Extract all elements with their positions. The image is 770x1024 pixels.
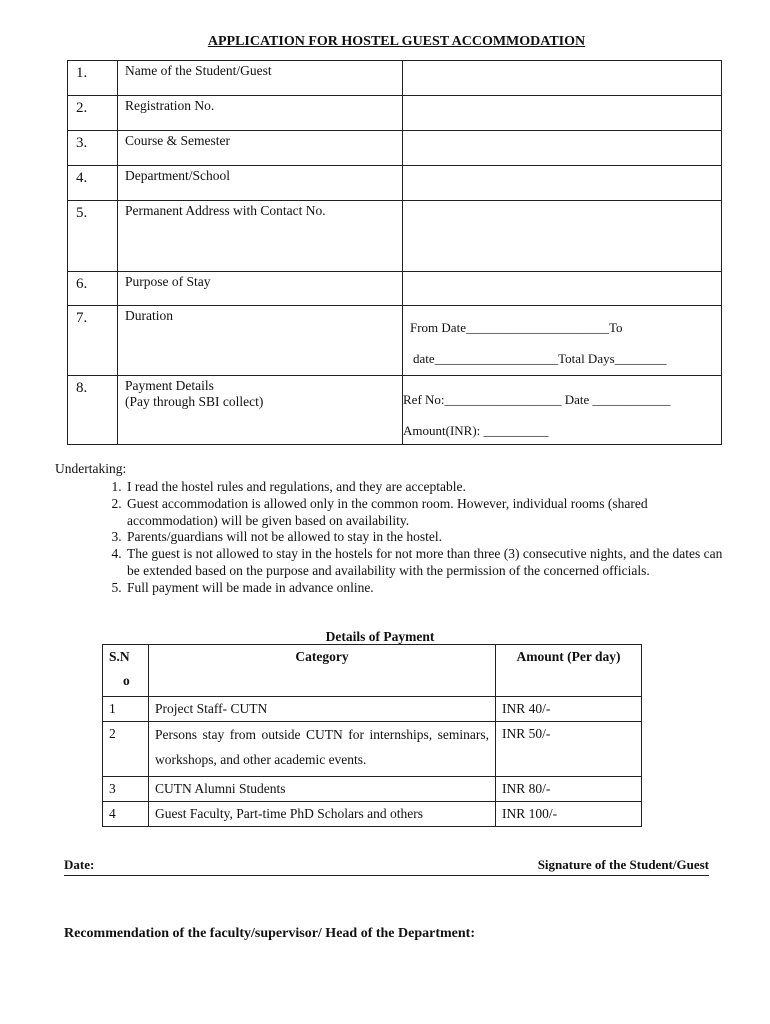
category-cell: Project Staff- CUTN xyxy=(149,697,496,722)
table-row xyxy=(103,722,642,777)
undertaking-item: 1. I read the hostel rules and regulations, and they are acceptable. xyxy=(125,479,725,496)
category-header: Category xyxy=(149,645,496,697)
payment-table-title: Details of Payment xyxy=(325,629,435,644)
payment-details-table xyxy=(102,644,642,827)
row-number: 2. xyxy=(68,96,118,131)
undertaking-heading: Undertaking: xyxy=(55,461,127,476)
field-label-name: Name of the Student/Guest xyxy=(118,61,403,96)
undertaking-list xyxy=(55,479,725,597)
field-label-course: Course & Semester xyxy=(118,131,403,166)
address-field[interactable] xyxy=(403,201,722,272)
purpose-field[interactable] xyxy=(403,272,722,306)
category-cell: Guest Faculty, Part-time PhD Scholars and others xyxy=(149,802,496,827)
row-number: 6. xyxy=(68,272,118,306)
undertaking-item: 3. Parents/guardians will not be allowed to stay in the hostel. xyxy=(125,529,725,546)
sno-cell: 3 xyxy=(103,777,149,802)
form-row-payment xyxy=(68,376,722,445)
signature-line xyxy=(64,857,709,876)
date-label: Date: xyxy=(64,857,95,872)
category-cell: CUTN Alumni Students xyxy=(149,777,496,802)
ref-no-line[interactable]: Ref No:__________________ Date ____________ xyxy=(403,392,671,407)
from-date-line[interactable]: From Date______________________To xyxy=(410,320,623,335)
field-label-purpose: Purpose of Stay xyxy=(118,272,403,306)
amount-cell: INR 50/- xyxy=(496,722,642,777)
amount-cell: INR 100/- xyxy=(496,802,642,827)
category-cell: Persons stay from outside CUTN for internships, seminars, workshops, and other academic events. xyxy=(149,722,496,777)
table-row xyxy=(103,697,642,722)
table-row xyxy=(103,777,642,802)
form-row-duration xyxy=(68,306,722,376)
row-number: 4. xyxy=(68,166,118,201)
amount-cell: INR 40/- xyxy=(496,697,642,722)
table-row xyxy=(103,802,642,827)
sno-cell: 1 xyxy=(103,697,149,722)
course-semester-field[interactable] xyxy=(403,131,722,166)
signature-label: Signature of the Student/Guest xyxy=(537,857,709,872)
row-number: 7. xyxy=(68,306,118,376)
form-row-name xyxy=(68,61,722,96)
sno-cell: 4 xyxy=(103,802,149,827)
row-number: 3. xyxy=(68,131,118,166)
form-row-course xyxy=(68,131,722,166)
form-row-purpose xyxy=(68,272,722,306)
sno-cell: 2 xyxy=(103,722,149,777)
amount-header: Amount (Per day) xyxy=(496,645,642,697)
payment-sublabel: (Pay through SBI collect) xyxy=(125,394,264,409)
sno-header-line2: o xyxy=(123,673,130,688)
form-row-department xyxy=(68,166,722,201)
amount-cell: INR 80/- xyxy=(496,777,642,802)
row-number: 5. xyxy=(68,201,118,272)
recommendation-heading: Recommendation of the faculty/supervisor/ Head of the Department: xyxy=(64,926,475,941)
department-field[interactable] xyxy=(403,166,722,201)
row-number: 1. xyxy=(68,61,118,96)
field-label-address: Permanent Address with Contact No. xyxy=(118,201,403,272)
name-field[interactable] xyxy=(403,61,722,96)
payment-table-header xyxy=(103,645,642,697)
field-label-registration: Registration No. xyxy=(118,96,403,131)
undertaking-item: 2. Guest accommodation is allowed only in the common room. However, individual rooms (shared accommodation) will be given based on availability. xyxy=(125,496,725,530)
sno-header-line1: S.N xyxy=(109,649,130,664)
row-number: 8. xyxy=(68,376,118,445)
registration-field[interactable] xyxy=(403,96,722,131)
application-form-table xyxy=(67,60,722,445)
duration-field[interactable] xyxy=(403,306,722,376)
payment-label: Payment Details xyxy=(125,378,214,393)
page-title: APPLICATION FOR HOSTEL GUEST ACCOMMODATION xyxy=(207,34,586,49)
form-row-registration xyxy=(68,96,722,131)
undertaking-section xyxy=(55,461,725,597)
undertaking-item: 4. The guest is not allowed to stay in the hostels for not more than three (3) consecutive nights, and the dates can be extended based on the purpose and availability with the permission of the concerned officials. xyxy=(125,546,725,580)
sno-header xyxy=(103,645,149,697)
undertaking-item: 5. Full payment will be made in advance online. xyxy=(125,580,725,597)
field-label-department: Department/School xyxy=(118,166,403,201)
payment-field[interactable] xyxy=(403,376,722,445)
amount-line[interactable]: Amount(INR): __________ xyxy=(403,423,549,438)
field-label-duration: Duration xyxy=(118,306,403,376)
form-row-address xyxy=(68,201,722,272)
to-date-line[interactable]: date___________________Total Days________ xyxy=(413,351,667,366)
field-label-payment xyxy=(118,376,403,445)
